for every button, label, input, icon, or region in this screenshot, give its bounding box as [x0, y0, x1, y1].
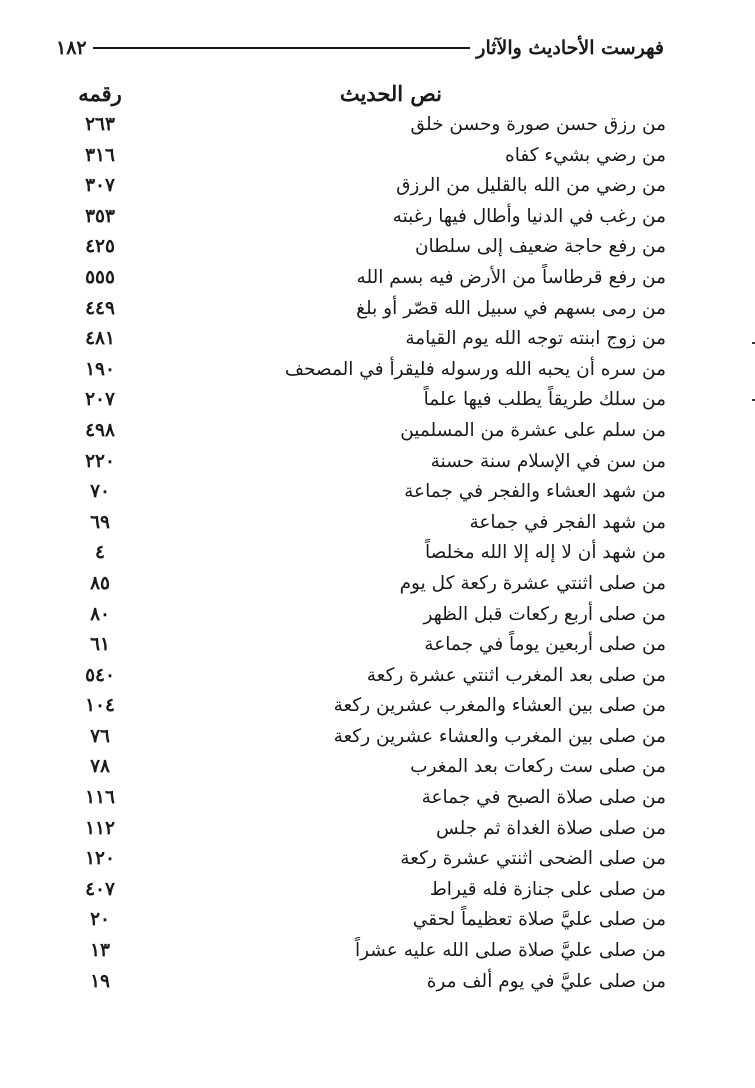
index-row — [60, 418, 666, 449]
index-row — [60, 449, 666, 480]
index-row — [60, 938, 666, 969]
index-row — [60, 632, 666, 663]
hadith-number: ١٣ — [90, 940, 110, 962]
hadith-number: ١٩٠ — [85, 358, 115, 380]
index-row — [60, 816, 666, 847]
hadith-number: ١٠٤ — [85, 695, 115, 717]
index-row — [60, 602, 666, 633]
hadith-number: ٣٥٣ — [85, 205, 115, 227]
hadith-number: ٧٨ — [90, 756, 110, 778]
index-row — [60, 112, 666, 143]
hadith-text: من صلى عليَّ صلاة صلى الله عليه عشراً — [354, 940, 666, 962]
hadith-text: من صلى صلاة الصبح في جماعة — [421, 787, 666, 809]
index-row — [60, 173, 666, 204]
hadith-text: من زوج ابنته توجه الله يوم القيامة — [405, 328, 666, 350]
hadith-number: ٢٢٠ — [85, 450, 115, 472]
index-row — [60, 326, 666, 357]
index-row — [60, 846, 666, 877]
index-row — [60, 510, 666, 541]
hadith-text-heading: نص الحديث — [339, 81, 442, 106]
index-row — [60, 387, 666, 418]
index-row — [60, 265, 666, 296]
hadith-text: من صلى ست ركعات بعد المغرب — [410, 756, 666, 778]
hadith-number: ٢٦٣ — [85, 114, 115, 135]
hadith-text: من صلى بين المغرب والعشاء عشرين ركعة — [333, 725, 666, 747]
hadith-number: ٤ — [95, 542, 105, 564]
hadith-number: ٤٨١ — [85, 328, 115, 350]
hadith-text: من سن في الإسلام سنة حسنة — [430, 450, 666, 472]
index-row — [60, 969, 666, 1000]
running-header — [48, 34, 668, 62]
hadith-text: من شهد العشاء والفجر في جماعة — [404, 481, 666, 503]
index-row — [60, 296, 666, 327]
hadith-number: ٤٩٨ — [85, 419, 115, 441]
hadith-text: من شهد الفجر في جماعة — [469, 511, 666, 533]
running-header-title: فهرست الأحاديث والآثار — [476, 37, 664, 59]
hadith-number: ١٩ — [90, 970, 110, 992]
hadith-text: من سلم على عشرة من المسلمين — [400, 419, 666, 441]
page-number: ١٨٢ — [56, 37, 87, 59]
index-row — [60, 663, 666, 694]
hadith-number: ٧٠ — [90, 481, 110, 503]
hadith-text: من صلى بعد المغرب اثنتي عشرة ركعة — [366, 664, 666, 686]
hadith-text: من شهد أن لا إله إلا الله مخلصاً — [424, 542, 666, 564]
hadith-number: ٧٦ — [90, 725, 110, 747]
index-row — [60, 357, 666, 388]
hadith-number: ١١٦ — [85, 787, 115, 809]
header-rule — [93, 47, 471, 49]
hadith-text: من صلى الضحى اثنتي عشرة ركعة — [400, 848, 666, 870]
index-row — [60, 479, 666, 510]
hadith-text: من صلى اثنتي عشرة ركعة كل يوم — [399, 572, 666, 594]
hadith-text: من رزق حسن صورة وحسن خلق — [410, 114, 666, 135]
hadith-text: من رغب في الدنيا وأطال فيها رغبته — [392, 205, 666, 227]
hadith-number: ٨٠ — [90, 603, 110, 625]
index-row — [60, 204, 666, 235]
hadith-text: من رضي من الله بالقليل من الرزق — [396, 175, 666, 197]
hadith-text: من رضي بشيء كفاه — [505, 144, 666, 166]
hadith-number: ٥٤٠ — [85, 664, 115, 686]
hadith-text: من سلك طريقاً يطلب فيها علماً — [423, 389, 666, 411]
hadith-text: من صلى أربع ركعات قبل الظهر — [423, 603, 666, 625]
index-row — [60, 571, 666, 602]
index-row — [60, 877, 666, 908]
index-row — [60, 754, 666, 785]
column-headings — [60, 81, 666, 111]
hadith-number: ٣١٦ — [85, 144, 115, 166]
hadith-number: ٥٥٥ — [85, 266, 115, 288]
index-row — [60, 693, 666, 724]
index-row — [60, 540, 666, 571]
hadith-number: ١١٢ — [85, 817, 115, 839]
hadith-number: ١٢٠ — [85, 848, 115, 870]
index-row — [60, 143, 666, 174]
index-list — [60, 112, 666, 999]
hadith-text: من رفع قرطاساً من الأرض فيه بسم الله — [356, 266, 666, 288]
number-heading: رقمه — [78, 81, 122, 106]
hadith-text: من صلى أربعين يوماً في جماعة — [424, 634, 666, 656]
hadith-text: من صلى عليَّ في يوم ألف مرة — [426, 970, 666, 992]
hadith-number: ٢٠ — [90, 909, 110, 931]
hadith-text: من رفع حاجة ضعيف إلى سلطان — [414, 236, 666, 258]
hadith-text: من رمى بسهم في سبيل الله قصّر أو بلغ — [356, 297, 666, 319]
hadith-text: من صلى صلاة الغداة ثم جلس — [436, 817, 666, 839]
hadith-number: ٦١ — [90, 634, 110, 656]
hadith-text: من سره أن يحبه الله ورسوله فليقرأ في المصحف — [284, 358, 666, 380]
hadith-text: من صلى على جنازة فله قيراط — [429, 878, 666, 900]
index-row — [60, 724, 666, 755]
hadith-text: من صلى بين العشاء والمغرب عشرين ركعة — [333, 695, 666, 717]
index-row — [60, 234, 666, 265]
hadith-text: من صلى عليَّ صلاة تعظيماً لحقي — [412, 909, 666, 931]
hadith-number: ٤٢٥ — [85, 236, 115, 258]
index-row — [60, 907, 666, 938]
hadith-number: ٢٠٧ — [85, 389, 115, 411]
hadith-number: ٤٠٧ — [85, 878, 115, 900]
hadith-number: ٤٤٩ — [85, 297, 115, 319]
hadith-number: ٦٩ — [90, 511, 110, 533]
hadith-number: ٣٠٧ — [85, 175, 115, 197]
index-row — [60, 785, 666, 816]
hadith-number: ٨٥ — [90, 572, 110, 594]
